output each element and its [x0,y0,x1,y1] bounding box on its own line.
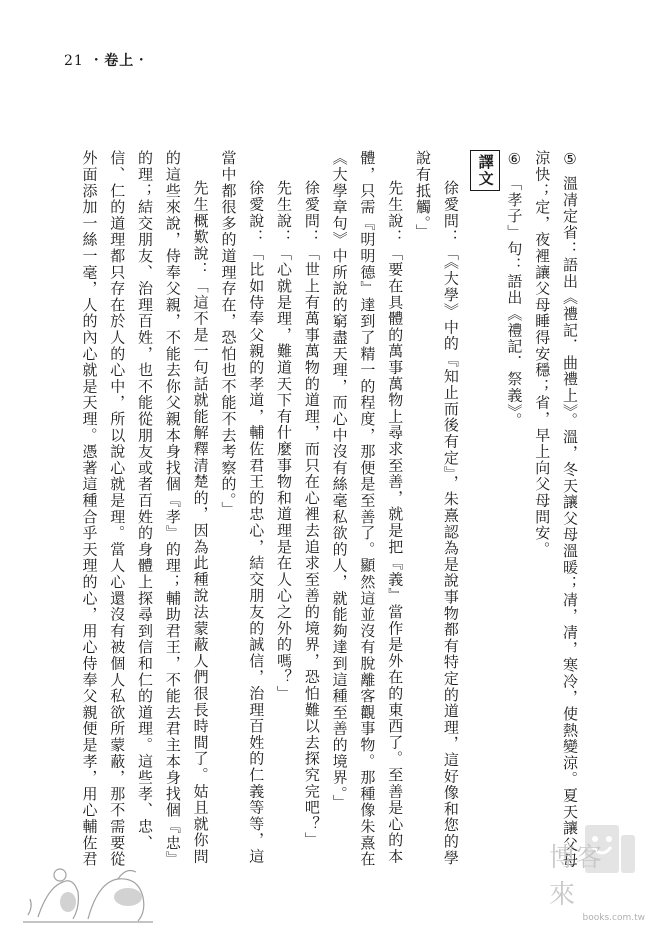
section-heading [464,150,500,870]
paragraph: 先生說：「要在具體的萬事萬物上尋求至善，就是把『義』當作是外在的東西了。至善是心的本體，只需『明明德』達到了精一的程度，那便是至善了。顯然這並沒有脫離客觀事物。那種像朱熹在《大學章句》中所說的窮盡天理，而心中沒有絲毫私欲的人，就能夠達到這種至善的境界。」 [330,150,405,868]
header-dot: ・ [134,53,150,69]
footnote-text: 「孝子」句：語出《禮記．祭義》。 [505,175,524,429]
paragraph: 先生說：「心就是理，難道天下有什麼事物和道理是在人心之外的嗎？」 [275,180,294,702]
footnote-number: ⑤ [561,150,579,170]
watermark-url: books.com.tw [582,913,645,923]
paragraph: 徐愛說：「比如侍奉父親的孝道，輔佐君王的忠心，結交朋友的誠信，治理百姓的仁義等等，這當中都很多的道理存在，恐怕也不能不去考察的。」 [219,150,266,865]
paragraph: 徐愛問：「世上有萬事萬物的道理，而只在心裡去追求至善的境界，恐怕難以去探究完吧？」 [302,180,321,849]
footnote-number: ⑥ [505,150,524,170]
translation-label: 譯文 [470,150,500,191]
footnote-text: 溫凊定省：語出《禮記．曲禮上》。溫，冬天讓父母溫暖；凊，凊，寒冷，使熱變涼。夏天讓父母涼快；定，夜裡讓父母睡得安穩；省，早上向父母問安。 [533,150,579,869]
ink-illustration-icon [18,827,158,927]
footnote-5 [527,150,583,870]
main-text-block [80,150,583,870]
paragraph: 徐愛問：「《大學》中的『知止而後有定』，朱熹認為是說事物都有特定的道理，這好像和您的學說有抵觸。」 [414,150,460,866]
page-number: 21 [64,53,84,69]
paragraph: 先生概歎說：「這不是一句話就能解釋清楚的，因為此種說法蒙蔽人們很長時間了。姑且就你問的這些來說，侍奉父親，不能去你父親本身找個『孝』的理；輔助君王，不能去君主本身找個『忠』的理；結交朋友、治理百姓，也不能從朋友或者百姓的身體上探尋到信和仁的道理。這些孝、忠、信、仁的道理都只存在於人的心中，所以說心就是理。當人心還沒有被個人私欲所蒙蔽，那不需要從外面添加一絲一毫，人的內心就是天理。憑著這種合乎天理的心，用心侍奉父親便是孝，用心輔佐君 [80,150,210,868]
watermark [549,817,649,927]
watermark-text: 博客來 [549,843,604,910]
page-header [64,50,149,70]
volume-title: 卷上 [104,53,135,69]
footnote-6 [500,150,528,870]
header-dot: ・ [89,53,105,69]
